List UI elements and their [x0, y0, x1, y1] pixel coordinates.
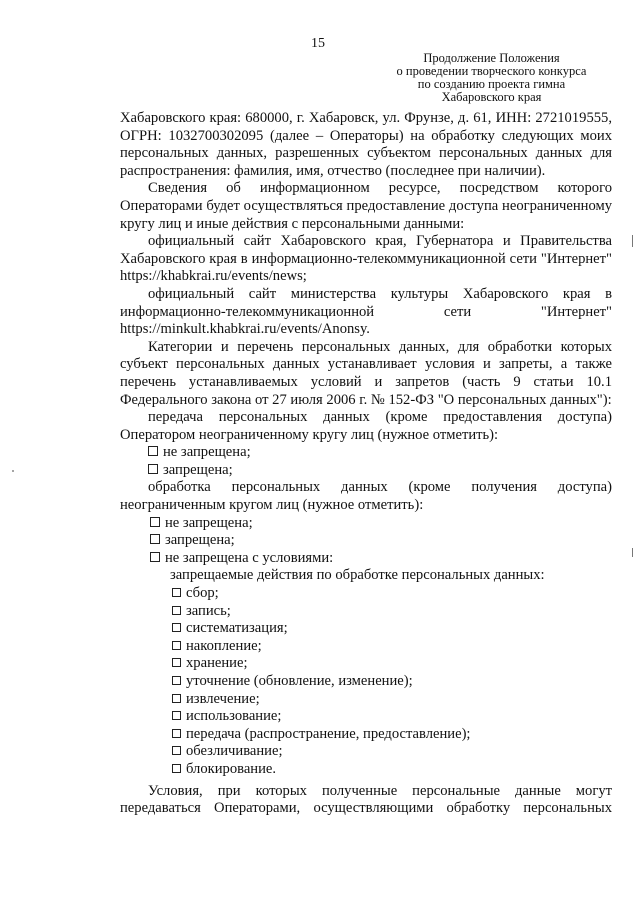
checkbox-item[interactable]: [120, 743, 612, 761]
paragraph-site-khabkrai: официальный сайт Хабаровского края, Губернатора и Правительства Хабаровского края в информационно-телекоммуникационной сети "Интернет" https://khabkrai.ru/events/news;: [120, 233, 612, 285]
checkbox-icon[interactable]: [150, 534, 160, 544]
checkbox-item[interactable]: [120, 532, 612, 550]
checkbox-item[interactable]: [120, 655, 612, 673]
checkbox-item[interactable]: [120, 585, 612, 603]
checkbox-icon[interactable]: [172, 623, 181, 632]
checkbox-label: хранение;: [186, 655, 248, 672]
checkbox-icon[interactable]: [172, 764, 181, 773]
checkbox-label: блокирование.: [186, 760, 277, 777]
page-number: 15: [311, 36, 325, 51]
checkbox-label: извлечение;: [186, 690, 260, 707]
checkbox-label: использование;: [186, 708, 282, 725]
checkbox-item[interactable]: [120, 638, 612, 656]
document-body: [120, 110, 612, 818]
checkbox-label: не запрещена с условиями:: [165, 549, 334, 566]
checkbox-icon[interactable]: [148, 464, 158, 474]
checkbox-icon[interactable]: [172, 641, 181, 650]
checkbox-label: передача (распространение, предоставление);: [186, 725, 471, 742]
checkbox-label: систематизация;: [186, 620, 288, 637]
checkbox-label: сбор;: [186, 585, 219, 602]
checkbox-icon[interactable]: [150, 552, 160, 562]
checkbox-item[interactable]: [120, 691, 612, 709]
paragraph-info-resource: Сведения об информационном ресурсе, посредством которого Операторами будет осуществляться предоставление доступа неограниченному кругу лиц и иные действия с персональными данными:: [120, 180, 612, 232]
checkbox-label: не запрещена;: [163, 444, 251, 461]
checkbox-label: обезличивание;: [186, 743, 283, 760]
checkbox-label: запись;: [186, 602, 231, 619]
checkbox-item[interactable]: [120, 444, 612, 462]
checkbox-icon[interactable]: [172, 711, 181, 720]
header-line: о проведении творческого конкурса: [396, 64, 587, 78]
paragraph-site-minkult: официальный сайт министерства культуры Хабаровского края в информационно-телекоммуникационной сети "Интернет" https://minkult.khabkrai.ru/events/Anonsy.: [120, 285, 612, 338]
paragraph-conditions: Условия, при которых полученные персональные данные могут передаваться Операторами, осуществляющими обработку персональных: [120, 782, 612, 817]
checkbox-label: не запрещена;: [165, 514, 253, 531]
scan-mark: [632, 548, 633, 557]
checkbox-item[interactable]: [120, 603, 612, 621]
checkbox-icon[interactable]: [172, 588, 181, 597]
checkbox-item[interactable]: [120, 462, 612, 480]
checkbox-label: уточнение (обновление, изменение);: [186, 673, 413, 689]
checkbox-icon[interactable]: [172, 746, 181, 755]
prohibited-actions-heading: запрещаемые действия по обработке персональных данных:: [170, 567, 545, 584]
checkbox-item[interactable]: [120, 673, 612, 691]
checkbox-icon[interactable]: [172, 729, 181, 738]
checkbox-icon[interactable]: [172, 694, 181, 703]
checkbox-icon[interactable]: [148, 446, 158, 456]
checkbox-icon[interactable]: [150, 517, 160, 527]
checkbox-item[interactable]: [120, 708, 612, 726]
checkbox-item[interactable]: [120, 550, 612, 568]
checkbox-label: накопление;: [186, 637, 262, 654]
paragraph-operators: Хабаровского края: 680000, г. Хабаровск, ул. Фрунзе, д. 61, ИНН: 2721019555, ОГРН: 1032700302095 (далее – Операторы) на обработку следующих моих персональных данных, разрешенных субъектом персональных данных для распространения: фамилия, имя, отчество (последнее при наличии).: [120, 110, 612, 179]
header-line: Хабаровского края: [441, 90, 542, 104]
checkbox-icon[interactable]: [172, 658, 181, 667]
checkbox-icon[interactable]: [172, 606, 181, 615]
checkbox-label: запрещена;: [165, 532, 235, 549]
checkbox-item[interactable]: [120, 620, 612, 638]
scan-mark: [632, 235, 633, 247]
paragraph-categories: Категории и перечень персональных данных, для обработки которых субъект персональных данных устанавливает условия и запреты, а также перечень устанавливаемых условий и запретов (часть 9 статьи 10.1 Федерального закона от 27 июля 2006 г. № 152-ФЗ "О персональных данных"):: [120, 338, 612, 408]
header-line: Продолжение Положения: [423, 51, 560, 65]
checkbox-item[interactable]: [120, 515, 612, 533]
checkbox-item[interactable]: [120, 761, 612, 779]
paragraph-transfer: передача персональных данных (кроме предоставления доступа) Оператором неограниченному кругу лиц (нужное отметить):: [120, 409, 612, 443]
header-line: по созданию проекта гимна: [417, 77, 566, 91]
document-header: [389, 52, 594, 104]
checkbox-label: запрещена;: [163, 461, 233, 478]
scan-dot: [12, 470, 14, 472]
checkbox-icon[interactable]: [172, 676, 181, 685]
checkbox-item[interactable]: [120, 726, 612, 744]
paragraph-processing: обработка персональных данных (кроме получения доступа) неограниченным кругом лиц (нужное отметить):: [120, 479, 612, 514]
